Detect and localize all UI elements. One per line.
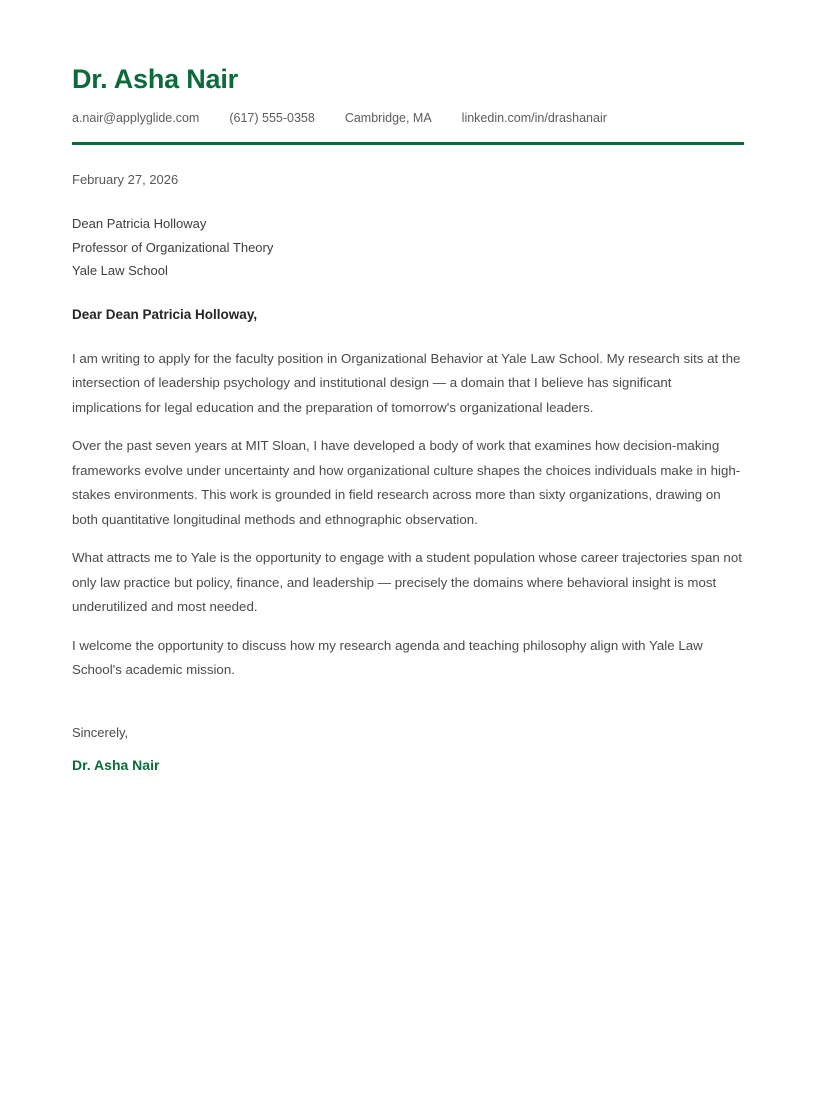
recipient-title: Professor of Organizational Theory — [72, 239, 274, 255]
body-paragraph: I welcome the opportunity to discuss how my research agenda and teaching philosophy align with Yale Law School's academic mission. — [72, 637, 703, 677]
page-title: Dr. Asha Nair — [72, 64, 238, 94]
contact-linkedin[interactable]: linkedin.com/in/drashanair — [461, 111, 607, 125]
recipient-name: Dean Patricia Holloway — [72, 216, 207, 231]
contact-email[interactable]: a.nair@applyglide.com — [72, 111, 200, 125]
closing-block — [72, 723, 744, 775]
closing-salutation: Sincerely, — [72, 724, 129, 740]
body-paragraph: Over the past seven years at MIT Sloan, I have developed a body of work that examines how decision-making frameworks evolve under uncertainty and how organizational culture shapes the choices individuals make in high-stakes environments. This work is grounded in field research across more than sixty organizations, drawing on both quantitative longitudinal methods and ethnographic observation. — [72, 438, 741, 527]
contact-location: Cambridge, MA — [344, 111, 432, 125]
body-paragraph: I am writing to apply for the faculty position in Organizational Behavior at Yale Law School. My research sits at the intersection of leadership psychology and institutional design — a domain that I believe has significant implications for legal education and the preparation of tomorrow's organizational leaders. — [72, 350, 741, 415]
signature-name: Dr. Asha Nair — [72, 756, 160, 773]
body-paragraph: What attracts me to Yale is the opportunity to engage with a student population whose career trajectories span not only law practice but policy, finance, and leadership — precisely the domains where behavioral insight is most underutilized and most needed. — [72, 550, 742, 614]
recipient-organization: Yale Law School — [72, 263, 168, 278]
letter-sheet — [72, 0, 744, 775]
letterhead — [72, 0, 744, 145]
letter-body — [72, 145, 744, 775]
salutation: Dear Dean Patricia Holloway, — [72, 306, 258, 322]
letter-date: February 27, 2026 — [72, 172, 179, 187]
contact-row — [72, 110, 744, 126]
contact-phone[interactable]: (617) 555-0358 — [229, 111, 315, 125]
recipient-block — [72, 212, 744, 283]
